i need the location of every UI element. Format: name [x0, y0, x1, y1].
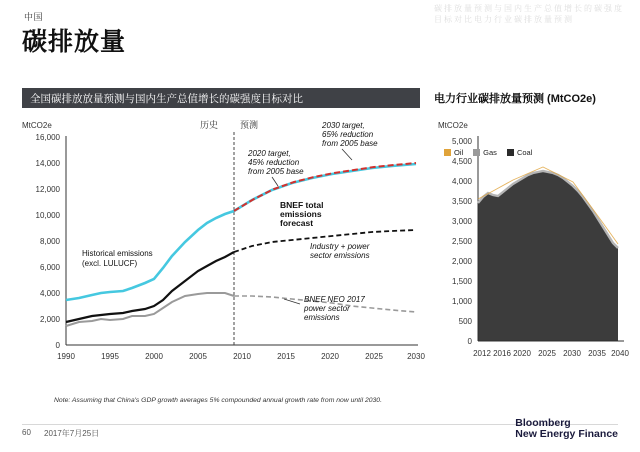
left-y-unit: MtCO2e: [22, 121, 52, 130]
svg-text:2030: 2030: [407, 352, 425, 361]
power-sector-legend: [444, 148, 532, 157]
right-section-title: 电力行业碳排放量预测 (MtCO2e): [434, 93, 596, 105]
decor-char: 量: [544, 15, 552, 24]
decor-char: 长: [574, 4, 582, 13]
svg-text:emissions: emissions: [280, 209, 322, 219]
annotation-neo-power: [284, 295, 365, 322]
svg-text:2,500: 2,500: [451, 237, 472, 246]
svg-text:BNEF total: BNEF total: [280, 200, 324, 210]
left-x-axis: [57, 352, 425, 361]
svg-text:1,000: 1,000: [451, 297, 472, 306]
decor-char: 放: [534, 15, 542, 24]
decor-char: 测: [564, 15, 572, 24]
svg-text:2016: 2016: [493, 349, 511, 358]
svg-text:16,000: 16,000: [35, 133, 60, 142]
slide-date: 2017年7月25日: [44, 429, 100, 438]
decor-char: 力: [484, 15, 492, 24]
svg-text:2010: 2010: [233, 352, 251, 361]
svg-text:power sector: power sector: [304, 304, 350, 313]
decor-char: 比: [464, 15, 472, 24]
decor-char: 增: [564, 4, 572, 13]
svg-text:3,500: 3,500: [451, 197, 472, 206]
decor-char: 国: [504, 4, 512, 13]
decor-char: 预: [474, 4, 482, 13]
svg-text:forecast: forecast: [280, 218, 314, 228]
svg-text:Historical emissions: Historical emissions: [82, 249, 153, 258]
left-y-axis: [36, 133, 61, 350]
svg-text:4,000: 4,000: [39, 289, 60, 298]
svg-text:1990: 1990: [57, 352, 75, 361]
slide-kicker: 中国: [24, 12, 44, 22]
svg-text:2000: 2000: [145, 352, 163, 361]
svg-text:2,000: 2,000: [39, 315, 60, 324]
svg-text:65% reduction: 65% reduction: [322, 130, 374, 139]
right-y-axis: [452, 137, 473, 346]
decor-char: 总: [544, 4, 552, 13]
svg-text:8,000: 8,000: [39, 237, 60, 246]
decor-char: 强: [604, 4, 612, 13]
legend-item: [444, 148, 463, 157]
decor-char: 行: [494, 15, 502, 24]
brand-line-2: New Energy Finance: [515, 428, 618, 440]
svg-text:2020 target,: 2020 target,: [248, 149, 291, 158]
svg-text:500: 500: [458, 317, 472, 326]
decor-char: 内: [514, 4, 522, 13]
national-emissions-chart: [22, 116, 426, 384]
legend-swatch-icon: [444, 149, 451, 156]
right-x-axis: [473, 349, 629, 358]
svg-text:0: 0: [55, 341, 60, 350]
decor-char: 碳: [434, 4, 442, 13]
legend-label: Oil: [454, 148, 464, 157]
svg-text:6,000: 6,000: [39, 263, 60, 272]
svg-text:BNEF NEO 2017: BNEF NEO 2017: [304, 295, 365, 304]
svg-text:2012: 2012: [473, 349, 491, 358]
svg-text:from 2005 base: from 2005 base: [322, 139, 378, 148]
annotation-industry-power: [310, 242, 370, 260]
svg-text:sector emissions: sector emissions: [310, 251, 370, 260]
annotation-historical: [82, 249, 153, 268]
svg-text:2040: 2040: [611, 349, 629, 358]
svg-text:5,000: 5,000: [451, 137, 472, 146]
legend-swatch-icon: [473, 149, 480, 156]
decor-char: 度: [614, 4, 622, 13]
decor-char: 测: [484, 4, 492, 13]
svg-text:2,000: 2,000: [451, 257, 472, 266]
decor-char: 排: [444, 4, 452, 13]
decor-char: 值: [554, 4, 562, 13]
svg-text:2030 target,: 2030 target,: [322, 121, 365, 130]
decorative-character-block: [434, 4, 630, 32]
svg-text:Industry + power: Industry + power: [310, 242, 370, 251]
decor-char: 业: [504, 15, 512, 24]
legend-label: Gas: [483, 148, 497, 157]
decor-char: 量: [464, 4, 472, 13]
legend-item: [507, 148, 532, 157]
svg-text:2005: 2005: [189, 352, 207, 361]
annotation-2020-target: [247, 149, 304, 186]
legend-item: [473, 148, 497, 157]
svg-text:2035: 2035: [588, 349, 606, 358]
decor-char: 碳: [594, 4, 602, 13]
svg-text:2015: 2015: [277, 352, 295, 361]
decor-char: 的: [584, 4, 592, 13]
phase-forecast-label: 预测: [240, 120, 259, 130]
svg-text:2030: 2030: [563, 349, 581, 358]
decor-char: 放: [454, 4, 462, 13]
decor-char: 目: [434, 15, 442, 24]
svg-text:(excl. LULUCF): (excl. LULUCF): [82, 259, 138, 268]
svg-text:2025: 2025: [538, 349, 556, 358]
svg-text:4,500: 4,500: [451, 157, 472, 166]
svg-text:0: 0: [467, 337, 472, 346]
annotation-bnef-total: [280, 200, 323, 228]
right-y-unit: MtCO2e: [438, 121, 468, 130]
svg-text:from 2005 base: from 2005 base: [248, 167, 304, 176]
decor-char: 标: [444, 15, 452, 24]
svg-text:emissions: emissions: [304, 313, 340, 322]
legend-swatch-icon: [507, 149, 514, 156]
chart-note: Note: Assuming that China's GDP growth averages 5% compounded annual growth rate from now until 2030.: [54, 397, 382, 404]
decor-char: 预: [554, 15, 562, 24]
decor-char: 与: [494, 4, 502, 13]
decor-char: 排: [524, 15, 532, 24]
left-section-title: 全国碳排放放量预测与国内生产总值增长的碳强度目标对比: [22, 88, 420, 108]
decor-char: 对: [454, 15, 462, 24]
brand-logo: [515, 418, 618, 440]
brand-line-1: Bloomberg: [515, 417, 571, 429]
svg-text:4,000: 4,000: [451, 177, 472, 186]
svg-text:10,000: 10,000: [35, 211, 60, 220]
svg-text:1995: 1995: [101, 352, 119, 361]
legend-label: Coal: [516, 148, 533, 157]
national-emissions-svg: [22, 116, 426, 384]
svg-text:2020: 2020: [513, 349, 531, 358]
svg-text:2020: 2020: [321, 352, 339, 361]
svg-text:3,000: 3,000: [451, 217, 472, 226]
page-number: 60: [22, 428, 31, 437]
svg-text:1,500: 1,500: [451, 277, 472, 286]
decor-char: 碳: [514, 15, 522, 24]
svg-text:12,000: 12,000: [35, 185, 60, 194]
decor-char: 生: [524, 4, 532, 13]
svg-text:45% reduction: 45% reduction: [248, 158, 300, 167]
svg-text:2025: 2025: [365, 352, 383, 361]
svg-text:14,000: 14,000: [35, 159, 60, 168]
annotation-2030-target: [321, 121, 378, 160]
phase-history-label: 历史: [199, 120, 218, 130]
page-title: 碳排放量: [22, 28, 127, 56]
decor-char: 产: [534, 4, 542, 13]
series-neo-power-historical: [66, 293, 234, 326]
decor-char: 电: [474, 15, 482, 24]
